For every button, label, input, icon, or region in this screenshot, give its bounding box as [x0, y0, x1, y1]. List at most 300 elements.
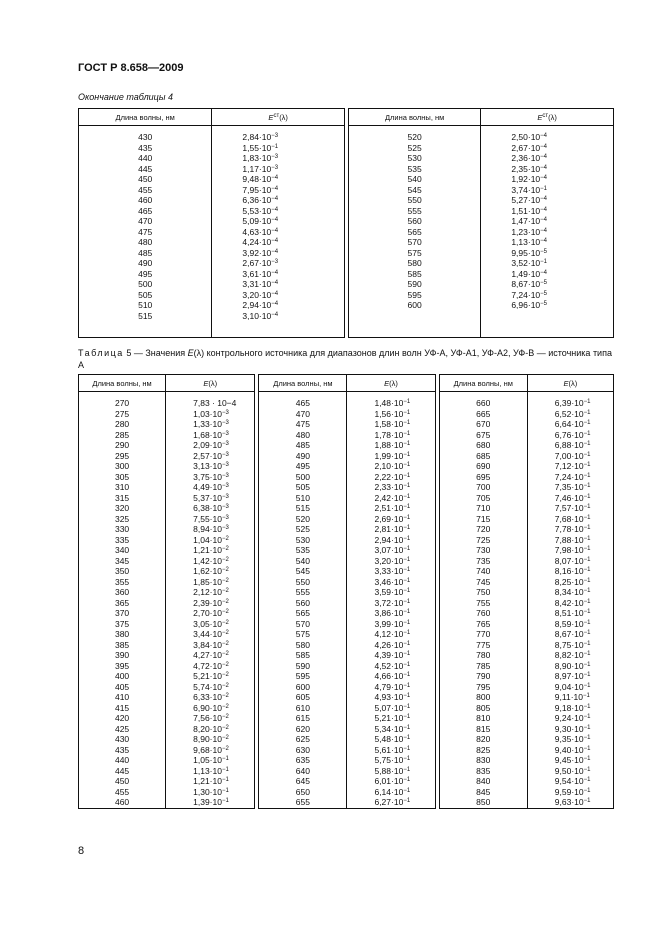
irradiance-cell: $2,50\cdot 10^{-4}$ [511, 132, 548, 142]
irradiance-cell: $1,68\cdot 10^{-3}$ [193, 429, 229, 440]
t4-col-e-left [212, 126, 345, 338]
irradiance-cell: $1,49\cdot 10^{-4}$ [511, 268, 548, 279]
irradiance-cell: $8,97\cdot 10^{-1}$ [554, 671, 591, 681]
wavelength-cell: 840 [476, 776, 491, 786]
wavelength-cell: 295 [114, 450, 130, 461]
wavelength-cell: 565 [295, 608, 310, 618]
irradiance-cell: $9,59\cdot 10^{-1}$ [554, 786, 591, 797]
t5-head-wl-2: Длина волны, нм [259, 375, 347, 392]
wavelength-cell: 500 [295, 471, 310, 482]
irradiance-cell: $3,33\cdot 10^{-1}$ [374, 566, 411, 576]
wavelength-cell: 615 [295, 713, 310, 723]
irradiance-cell: $2,39\cdot 10^{-2}$ [193, 597, 229, 608]
wavelength-cell: 430 [138, 132, 153, 142]
wavelength-cell: 590 [295, 660, 310, 671]
wavelength-cell: 845 [476, 786, 491, 797]
irradiance-cell: $9,24\cdot 10^{-1}$ [554, 713, 591, 723]
irradiance-cell: $6,27\cdot 10^{-1}$ [374, 797, 411, 807]
wavelength-cell: 740 [476, 566, 491, 576]
irradiance-cell: $9,04\cdot 10^{-1}$ [554, 681, 591, 692]
irradiance-cell: $9,63\cdot 10^{-1}$ [554, 797, 591, 807]
irradiance-cell: $8,82\cdot 10^{-1}$ [554, 650, 591, 660]
irradiance-cell: $1,88\cdot 10^{-1}$ [374, 440, 411, 450]
wavelength-cell: 525 [295, 524, 310, 534]
irradiance-cell: $9,40\cdot 10^{-1}$ [554, 744, 591, 755]
irradiance-cell: $3,46\cdot 10^{-1}$ [374, 576, 411, 587]
irradiance-cell: $2,42\cdot 10^{-1}$ [374, 492, 411, 503]
wavelength-cell: 305 [114, 471, 130, 482]
wavelength-cell: 820 [476, 734, 491, 744]
wavelength-cell: 480 [138, 237, 153, 247]
wavelength-cell: 345 [114, 555, 130, 566]
wavelength-cell: 830 [476, 755, 491, 765]
table-5 [78, 374, 614, 809]
irradiance-cell: $6,52\cdot 10^{-1}$ [554, 408, 591, 419]
wavelength-cell: 755 [476, 597, 491, 608]
wavelength-cell: 475 [138, 226, 153, 237]
irradiance-cell: $1,62\cdot 10^{-2}$ [193, 566, 229, 576]
irradiance-cell: $1,33\cdot 10^{-3}$ [193, 419, 229, 429]
wavelength-cell: 270 [114, 398, 130, 408]
wavelength-cell: 530 [407, 153, 422, 163]
wavelength-cell: 630 [295, 744, 310, 755]
wavelength-cell: 505 [138, 289, 153, 300]
irradiance-cell: $1,47\cdot 10^{-4}$ [511, 216, 548, 226]
wavelength-cell: 660 [476, 398, 491, 408]
irradiance-cell: $5,34\cdot 10^{-1}$ [374, 723, 411, 734]
wavelength-cell: 510 [295, 492, 310, 503]
irradiance-cell: $4,63\cdot 10^{-4}$ [242, 226, 279, 237]
irradiance-cell: $1,21\cdot 10^{-1}$ [193, 776, 229, 786]
irradiance-cell: $1,17\cdot 10^{-3}$ [242, 163, 279, 174]
irradiance-cell: $9,68\cdot 10^{-2}$ [193, 744, 229, 755]
wavelength-cell: 395 [114, 660, 130, 671]
irradiance-cell: $7,35\cdot 10^{-1}$ [554, 482, 591, 492]
wavelength-cell: 275 [114, 408, 130, 419]
irradiance-cell: $9,18\cdot 10^{-1}$ [554, 702, 591, 713]
wavelength-cell: 555 [295, 587, 310, 597]
irradiance-cell: $3,52\cdot 10^{-1}$ [511, 258, 548, 268]
wavelength-cell: 540 [407, 174, 422, 184]
wavelength-cell: 810 [476, 713, 491, 723]
irradiance-cell: $4,39\cdot 10^{-1}$ [374, 650, 411, 660]
irradiance-cell: $1,85\cdot 10^{-2}$ [193, 576, 229, 587]
irradiance-cell: $6,76\cdot 10^{-1}$ [554, 429, 591, 440]
irradiance-cell: $7,88\cdot 10^{-1}$ [554, 534, 591, 545]
wavelength-cell: 495 [138, 268, 153, 279]
t5-head-e-3: E(λ) [527, 375, 613, 392]
t4-col-wl-left [79, 126, 212, 338]
wavelength-cell: 670 [476, 419, 491, 429]
wavelength-cell: 480 [295, 429, 310, 440]
irradiance-cell: $7,55\cdot 10^{-3}$ [193, 513, 229, 524]
irradiance-cell: $9,35\cdot 10^{-1}$ [554, 734, 591, 744]
irradiance-cell: $1,55\cdot 10^{-1}$ [242, 142, 279, 153]
wavelength-cell: 555 [407, 205, 422, 216]
irradiance-cell: 7,83 · 10−4 [193, 398, 237, 408]
t5-head-e-1: E(λ) [166, 375, 255, 392]
irradiance-cell: $3,61\cdot 10^{-4}$ [242, 268, 279, 279]
irradiance-cell: $9,54\cdot 10^{-1}$ [554, 776, 591, 786]
wavelength-cell: 385 [114, 639, 130, 650]
irradiance-cell: $9,48\cdot 10^{-4}$ [242, 174, 279, 184]
wavelength-cell: 455 [114, 786, 130, 797]
t5-col-e-1 [166, 392, 255, 809]
irradiance-cell: $2,57\cdot 10^{-3}$ [193, 450, 229, 461]
irradiance-cell: $1,51\cdot 10^{-4}$ [511, 205, 548, 216]
wavelength-cell: 440 [138, 153, 153, 163]
irradiance-cell: $8,42\cdot 10^{-1}$ [554, 597, 591, 608]
wavelength-cell: 355 [114, 576, 130, 587]
irradiance-cell: $3,75\cdot 10^{-3}$ [193, 471, 229, 482]
wavelength-cell: 635 [295, 755, 310, 765]
wavelength-cell: 730 [476, 545, 491, 555]
wavelength-cell: 450 [138, 174, 153, 184]
t4-col-e-right [481, 126, 614, 338]
irradiance-cell: $8,90\cdot 10^{-2}$ [193, 734, 229, 744]
wavelength-cell: 570 [295, 618, 310, 629]
irradiance-cell: $6,64\cdot 10^{-1}$ [554, 419, 591, 429]
table-4 [78, 108, 614, 338]
wavelength-cell: 425 [114, 723, 130, 734]
irradiance-cell: $9,11\cdot 10^{-1}$ [554, 692, 590, 702]
wavelength-cell: 335 [114, 534, 130, 545]
wavelength-cell: 620 [295, 723, 310, 734]
irradiance-cell: $1,78\cdot 10^{-1}$ [374, 429, 411, 440]
wavelength-cell: 675 [476, 429, 491, 440]
wavelength-cell: 770 [476, 629, 491, 639]
irradiance-cell: $4,26\cdot 10^{-1}$ [374, 639, 411, 650]
wavelength-cell: 695 [476, 471, 491, 482]
wavelength-cell: 500 [138, 279, 153, 289]
irradiance-cell: $2,33\cdot 10^{-1}$ [374, 482, 411, 492]
table4-caption: Окончание таблицы 4 [78, 92, 173, 102]
wavelength-cell: 445 [138, 163, 153, 174]
irradiance-cell: $2,51\cdot 10^{-1}$ [374, 503, 411, 513]
wavelength-cell: 315 [114, 492, 130, 503]
wavelength-cell: 700 [476, 482, 491, 492]
irradiance-cell: $6,90\cdot 10^{-2}$ [193, 702, 229, 713]
wavelength-cell: 760 [476, 608, 491, 618]
wavelength-cell: 410 [114, 692, 130, 702]
wavelength-cell: 340 [114, 545, 130, 555]
wavelength-cell: 310 [114, 482, 130, 492]
irradiance-cell: $6,88\cdot 10^{-1}$ [554, 440, 591, 450]
irradiance-cell: $1,30\cdot 10^{-1}$ [193, 786, 229, 797]
irradiance-cell: $1,13\cdot 10^{-1}$ [193, 765, 229, 776]
wavelength-cell: 545 [295, 566, 310, 576]
irradiance-cell: $6,36\cdot 10^{-4}$ [242, 195, 279, 205]
irradiance-cell: $8,51\cdot 10^{-1}$ [554, 608, 591, 618]
wavelength-cell: 585 [407, 268, 422, 279]
irradiance-cell: $7,68\cdot 10^{-1}$ [554, 513, 591, 524]
t4-col-wl-right [348, 126, 480, 338]
wavelength-cell: 590 [407, 279, 422, 289]
irradiance-cell: $4,12\cdot 10^{-1}$ [374, 629, 411, 639]
irradiance-cell: $8,07\cdot 10^{-1}$ [554, 555, 591, 566]
irradiance-cell: $1,83\cdot 10^{-3}$ [242, 153, 279, 163]
wavelength-cell: 370 [114, 608, 130, 618]
wavelength-cell: 655 [295, 797, 310, 807]
irradiance-cell: $8,90\cdot 10^{-1}$ [554, 660, 591, 671]
wavelength-cell: 750 [476, 587, 491, 597]
irradiance-cell: $8,59\cdot 10^{-1}$ [554, 618, 591, 629]
wavelength-cell: 685 [476, 450, 491, 461]
wavelength-cell: 725 [476, 534, 491, 545]
wavelength-cell: 360 [114, 587, 130, 597]
irradiance-cell: $7,78\cdot 10^{-1}$ [554, 524, 591, 534]
irradiance-cell: $7,95\cdot 10^{-4}$ [242, 184, 279, 195]
wavelength-cell: 390 [114, 650, 130, 660]
t4-head-e-left: $E^{ст}(\lambda)$ [212, 109, 345, 126]
irradiance-cell: $3,84\cdot 10^{-2}$ [193, 639, 229, 650]
irradiance-cell: $6,33\cdot 10^{-2}$ [193, 692, 229, 702]
irradiance-cell: $6,39\cdot 10^{-1}$ [554, 398, 591, 408]
wavelength-cell: 550 [295, 576, 310, 587]
wavelength-cell: 300 [114, 461, 130, 471]
irradiance-cell: $5,37\cdot 10^{-3}$ [193, 492, 229, 503]
wavelength-cell: 400 [114, 671, 130, 681]
wavelength-cell: 720 [476, 524, 491, 534]
wavelength-cell: 460 [114, 797, 130, 807]
wavelength-cell: 850 [476, 797, 491, 807]
wavelength-cell: 430 [114, 734, 130, 744]
wavelength-cell: 640 [295, 765, 310, 776]
wavelength-cell: 735 [476, 555, 491, 566]
t5-col-e-3 [527, 392, 613, 809]
irradiance-cell: $4,66\cdot 10^{-1}$ [374, 671, 411, 681]
wavelength-cell: 365 [114, 597, 130, 608]
irradiance-cell: $5,74\cdot 10^{-2}$ [193, 681, 229, 692]
wavelength-cell: 775 [476, 639, 491, 650]
irradiance-cell: $7,12\cdot 10^{-1}$ [554, 461, 591, 471]
irradiance-cell: $1,56\cdot 10^{-1}$ [374, 408, 411, 419]
irradiance-cell: $1,92\cdot 10^{-4}$ [511, 174, 548, 184]
wavelength-cell: 465 [138, 205, 153, 216]
wavelength-cell: 625 [295, 734, 310, 744]
wavelength-cell: 650 [295, 786, 310, 797]
wavelength-cell: 580 [295, 639, 310, 650]
wavelength-cell: 320 [114, 503, 130, 513]
wavelength-cell: 570 [407, 237, 422, 247]
wavelength-cell: 780 [476, 650, 491, 660]
t5-head-wl-1: Длина волны, нм [79, 375, 166, 392]
irradiance-cell: $3,99\cdot 10^{-1}$ [374, 618, 411, 629]
wavelength-cell: 380 [114, 629, 130, 639]
irradiance-cell: $3,74\cdot 10^{-1}$ [511, 184, 548, 195]
wavelength-cell: 585 [295, 650, 310, 660]
wavelength-cell: 645 [295, 776, 310, 786]
irradiance-cell: $2,70\cdot 10^{-2}$ [193, 608, 229, 618]
irradiance-cell: $3,20\cdot 10^{-4}$ [242, 289, 279, 300]
t5-head-e-2: E(λ) [347, 375, 435, 392]
irradiance-cell: $8,67\cdot 10^{-1}$ [554, 629, 591, 639]
wavelength-cell: 475 [295, 419, 310, 429]
wavelength-cell: 540 [295, 555, 310, 566]
wavelength-cell: 805 [476, 702, 491, 713]
irradiance-cell: $6,01\cdot 10^{-1}$ [374, 776, 411, 786]
wavelength-cell: 825 [476, 744, 491, 755]
irradiance-cell: $7,00\cdot 10^{-1}$ [554, 450, 591, 461]
irradiance-cell: $7,57\cdot 10^{-1}$ [554, 503, 591, 513]
wavelength-cell: 520 [407, 132, 422, 142]
wavelength-cell: 690 [476, 461, 491, 471]
irradiance-cell: $4,93\cdot 10^{-1}$ [374, 692, 411, 702]
wavelength-cell: 435 [114, 744, 130, 755]
irradiance-cell: $8,94\cdot 10^{-3}$ [193, 524, 229, 534]
irradiance-cell: $7,98\cdot 10^{-1}$ [554, 545, 591, 555]
wavelength-cell: 550 [407, 195, 422, 205]
irradiance-cell: $5,88\cdot 10^{-1}$ [374, 765, 411, 776]
wavelength-cell: 605 [295, 692, 310, 702]
wavelength-cell: 350 [114, 566, 130, 576]
irradiance-cell: $1,99\cdot 10^{-1}$ [374, 450, 411, 461]
irradiance-cell: $6,96\cdot 10^{-5}$ [511, 300, 548, 310]
irradiance-cell: $2,12\cdot 10^{-2}$ [193, 587, 229, 597]
wavelength-cell: 545 [407, 184, 422, 195]
irradiance-cell: $3,59\cdot 10^{-1}$ [374, 587, 411, 597]
wavelength-cell: 560 [295, 597, 310, 608]
irradiance-cell: $8,16\cdot 10^{-1}$ [554, 566, 591, 576]
irradiance-cell: $1,23\cdot 10^{-4}$ [511, 226, 548, 237]
irradiance-cell: $3,44\cdot 10^{-2}$ [193, 629, 229, 639]
wavelength-cell: 745 [476, 576, 491, 587]
t4-head-wl-right: Длина волны, нм [348, 109, 480, 126]
page-number: 8 [78, 845, 85, 857]
wavelength-cell: 490 [138, 258, 153, 268]
t5-col-wl-1 [79, 392, 166, 809]
wavelength-cell: 330 [114, 524, 130, 534]
irradiance-cell: $1,04\cdot 10^{-2}$ [193, 534, 229, 545]
irradiance-cell: $7,56\cdot 10^{-2}$ [193, 713, 229, 723]
wavelength-cell: 470 [138, 216, 153, 226]
irradiance-cell: $1,42\cdot 10^{-2}$ [193, 555, 229, 566]
wavelength-cell: 560 [407, 216, 422, 226]
irradiance-cell: $3,07\cdot 10^{-1}$ [374, 545, 411, 555]
irradiance-cell: $1,03\cdot 10^{-3}$ [193, 408, 229, 419]
wavelength-cell: 460 [138, 195, 153, 205]
irradiance-cell: $3,05\cdot 10^{-2}$ [193, 618, 229, 629]
t5-head-wl-3: Длина волны, нм [439, 375, 527, 392]
wavelength-cell: 575 [407, 247, 422, 258]
wavelength-cell: 535 [407, 163, 422, 174]
t5-col-wl-2 [259, 392, 347, 809]
wavelength-cell: 600 [295, 681, 310, 692]
wavelength-cell: 580 [407, 258, 422, 268]
wavelength-cell: 525 [407, 142, 422, 153]
irradiance-cell: $5,09\cdot 10^{-4}$ [242, 216, 279, 226]
irradiance-cell: $9,30\cdot 10^{-1}$ [554, 723, 591, 734]
wavelength-cell: 520 [295, 513, 310, 524]
table5-caption: Таблица 5 — Значения E(λ) контрольного источника для диапазонов длин волн УФ-А, УФ-А1, УФ-А2, УФ-В — источника типа А [78, 348, 612, 370]
wavelength-cell: 535 [295, 545, 310, 555]
wavelength-cell: 405 [114, 681, 130, 692]
irradiance-cell: $9,45\cdot 10^{-1}$ [554, 755, 591, 765]
wavelength-cell: 450 [114, 776, 130, 786]
irradiance-cell: $5,75\cdot 10^{-1}$ [374, 755, 411, 765]
wavelength-cell: 515 [295, 503, 310, 513]
wavelength-cell: 445 [114, 765, 130, 776]
irradiance-cell: $7,24\cdot 10^{-5}$ [511, 289, 548, 300]
wavelength-cell: 470 [295, 408, 310, 419]
wavelength-cell: 815 [476, 723, 491, 734]
t4-head-e-right: $E^{ст}(\lambda)$ [481, 109, 614, 126]
wavelength-cell: 785 [476, 660, 491, 671]
t4-head-wl-left: Длина волны, нм [79, 109, 212, 126]
wavelength-cell: 800 [476, 692, 491, 702]
irradiance-cell: $2,36\cdot 10^{-4}$ [511, 153, 548, 163]
wavelength-cell: 705 [476, 492, 491, 503]
irradiance-cell: $5,53\cdot 10^{-4}$ [242, 205, 279, 216]
irradiance-cell: $3,31\cdot 10^{-4}$ [242, 279, 279, 289]
wavelength-cell: 505 [295, 482, 310, 492]
irradiance-cell: $2,09\cdot 10^{-3}$ [193, 440, 229, 450]
irradiance-cell: $2,94\cdot 10^{-1}$ [374, 534, 411, 545]
irradiance-cell: $7,24\cdot 10^{-1}$ [554, 471, 591, 482]
wavelength-cell: 575 [295, 629, 310, 639]
irradiance-cell: $4,49\cdot 10^{-3}$ [193, 482, 229, 492]
wavelength-cell: 455 [138, 184, 153, 195]
irradiance-cell: $4,27\cdot 10^{-2}$ [193, 650, 229, 660]
wavelength-cell: 710 [476, 503, 491, 513]
irradiance-cell: $2,69\cdot 10^{-1}$ [374, 513, 411, 524]
irradiance-cell: $3,13\cdot 10^{-3}$ [193, 461, 229, 471]
t5-col-e-2 [347, 392, 435, 809]
wavelength-cell: 490 [295, 450, 310, 461]
irradiance-cell: $1,21\cdot 10^{-2}$ [193, 545, 229, 555]
irradiance-cell: $5,61\cdot 10^{-1}$ [374, 744, 411, 755]
irradiance-cell: $5,21\cdot 10^{-1}$ [374, 713, 411, 723]
document-header: ГОСТ Р 8.658—2009 [78, 62, 184, 74]
wavelength-cell: 610 [295, 702, 310, 713]
wavelength-cell: 285 [114, 429, 130, 440]
irradiance-cell: $4,24\cdot 10^{-4}$ [242, 237, 279, 247]
irradiance-cell: $5,07\cdot 10^{-1}$ [374, 702, 411, 713]
wavelength-cell: 715 [476, 513, 491, 524]
irradiance-cell: $3,20\cdot 10^{-1}$ [374, 555, 411, 566]
wavelength-cell: 595 [407, 289, 422, 300]
wavelength-cell: 595 [295, 671, 310, 681]
irradiance-cell: $5,21\cdot 10^{-2}$ [193, 671, 229, 681]
wavelength-cell: 325 [114, 513, 130, 524]
irradiance-cell: $4,52\cdot 10^{-1}$ [374, 660, 411, 671]
wavelength-cell: 665 [476, 408, 491, 419]
irradiance-cell: $2,22\cdot 10^{-1}$ [374, 471, 411, 482]
wavelength-cell: 835 [476, 765, 491, 776]
irradiance-cell: $6,14\cdot 10^{-1}$ [374, 786, 411, 797]
wavelength-cell: 485 [138, 247, 153, 258]
irradiance-cell: $2,94\cdot 10^{-4}$ [242, 300, 279, 310]
irradiance-cell: $1,39\cdot 10^{-1}$ [193, 797, 229, 807]
irradiance-cell: $1,58\cdot 10^{-1}$ [374, 419, 411, 429]
irradiance-cell: $2,10\cdot 10^{-1}$ [374, 461, 411, 471]
wavelength-cell: 790 [476, 671, 491, 681]
wavelength-cell: 765 [476, 618, 491, 629]
wavelength-cell: 680 [476, 440, 491, 450]
irradiance-cell: $9,95\cdot 10^{-5}$ [511, 247, 548, 258]
irradiance-cell: $1,13\cdot 10^{-4}$ [511, 237, 548, 247]
irradiance-cell: $2,81\cdot 10^{-1}$ [374, 524, 411, 534]
irradiance-cell: $4,79\cdot 10^{-1}$ [374, 681, 411, 692]
irradiance-cell: $8,67\cdot 10^{-5}$ [511, 279, 548, 289]
irradiance-cell: $3,10\cdot 10^{-4}$ [242, 310, 279, 321]
irradiance-cell: $3,86\cdot 10^{-1}$ [374, 608, 411, 618]
t5-col-wl-3 [439, 392, 527, 809]
wavelength-cell: 290 [114, 440, 130, 450]
wavelength-cell: 495 [295, 461, 310, 471]
irradiance-cell: $3,72\cdot 10^{-1}$ [374, 597, 411, 608]
wavelength-cell: 795 [476, 681, 491, 692]
